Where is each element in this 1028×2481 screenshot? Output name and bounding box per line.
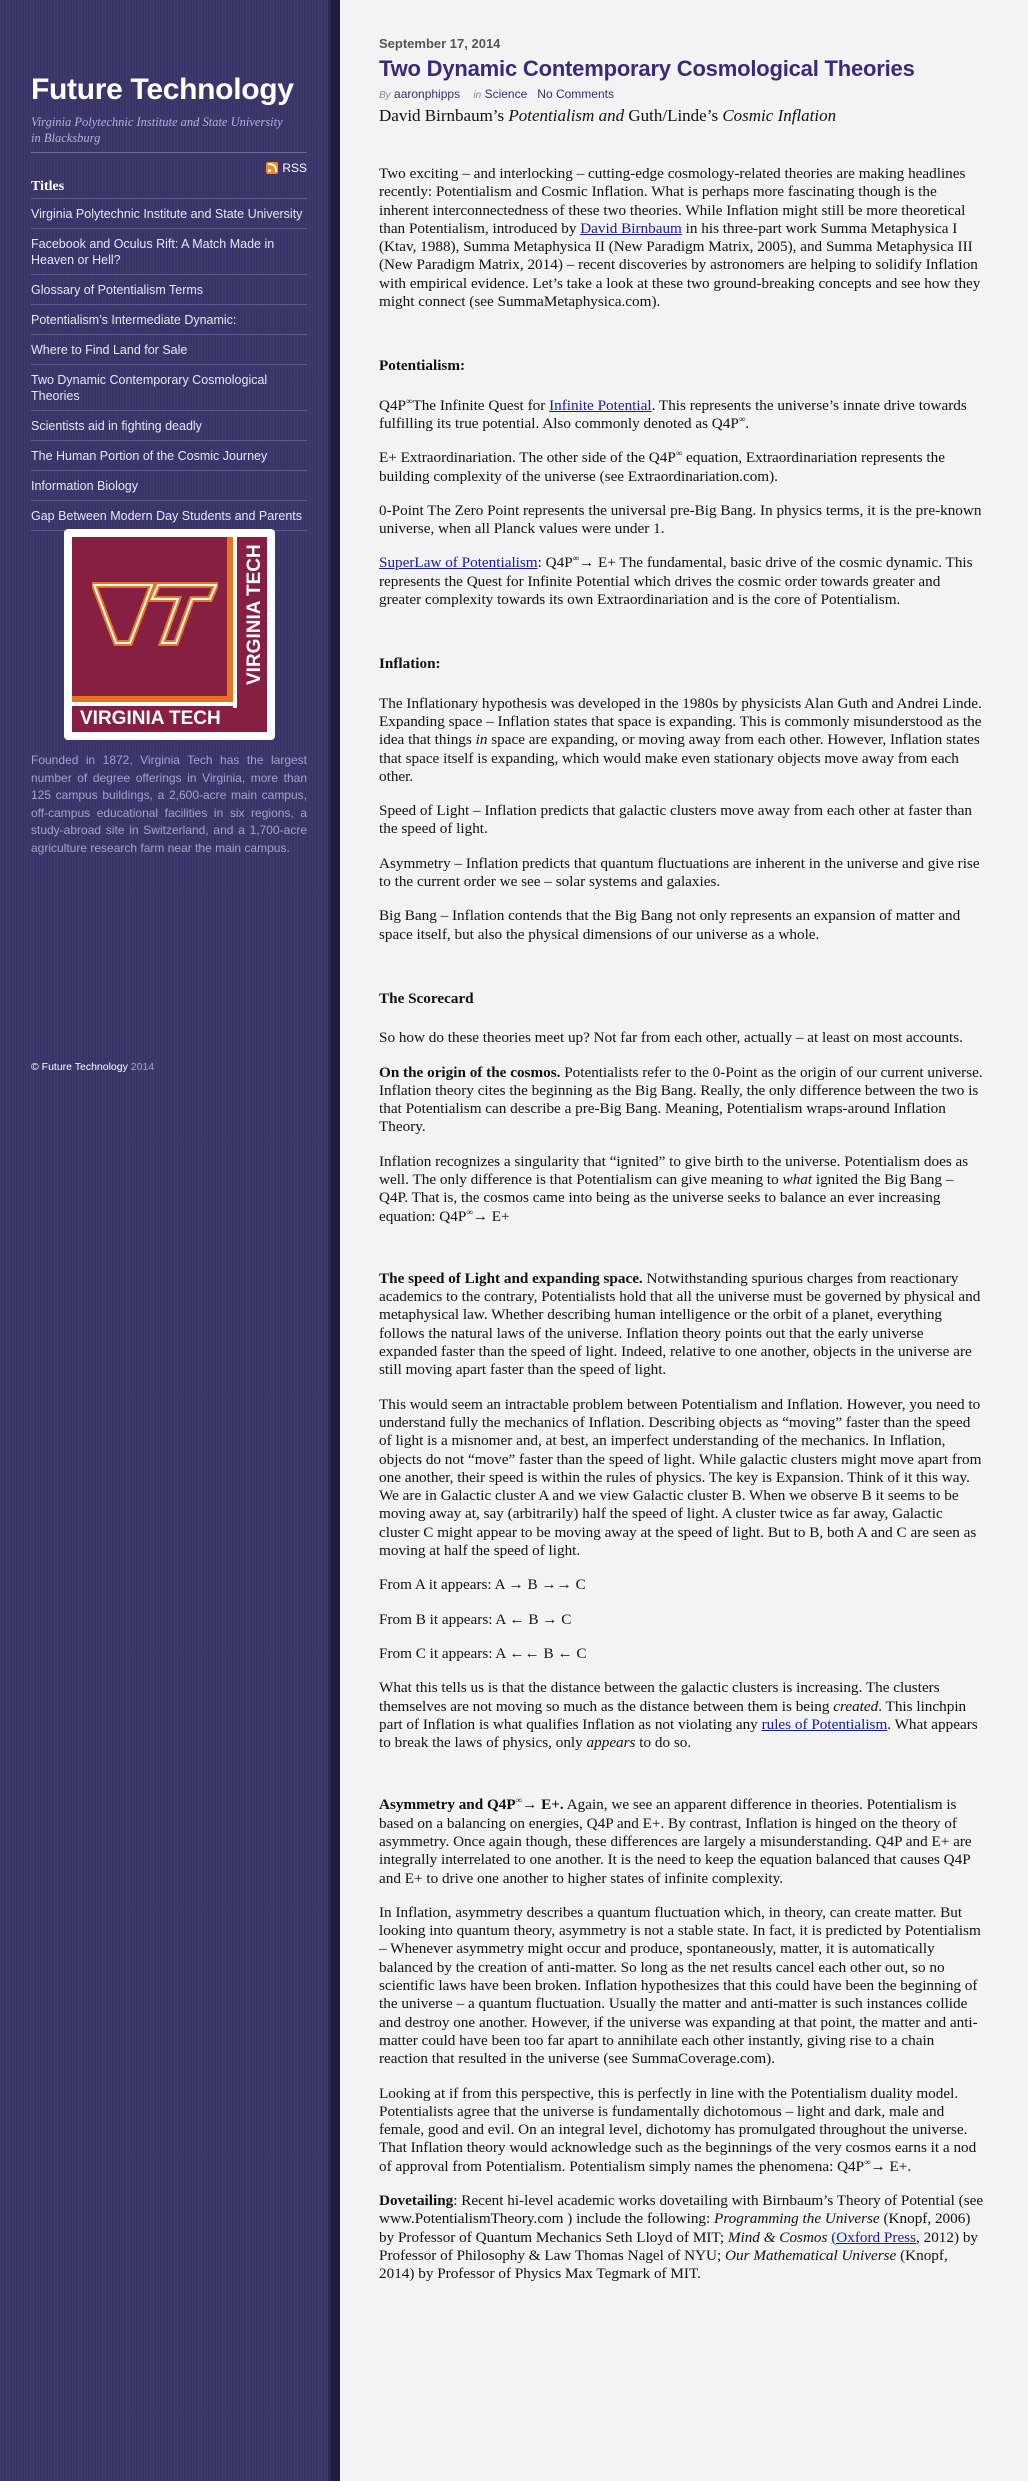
sidebar-title-link[interactable]: Where to Find Land for Sale	[31, 334, 307, 364]
subtitle-part: Potentialism and	[508, 106, 625, 125]
text: created	[833, 1697, 879, 1715]
paragraph: 0-Point The Zero Point represents the universal pre-Big Bang. In physics terms, it is the pre-known universe, when all Planck values were under 1.	[379, 501, 982, 538]
copyright	[31, 1061, 154, 1073]
post-date: September 17, 2014	[379, 36, 501, 51]
infinity-sup: ∞	[572, 553, 580, 564]
paragraph: This would seem an intractable problem between Potentialism and Inflation. However, you need to understand fully the mechanics of Inflation. Describing objects as “moving” faster than the speed of light is a misnomer and, at best, an imperfect understanding of the mechanics. In Inflation, objects do not “move” faster than the speed of light. While galactic clusters might move apart from one another, their speed is within the rules of physics. The key is Expansion. Think of it this way. We are in Galactic cluster A and we view Galactic cluster B. When we observe B it seems to be moving away at, say (arbitrarily) half the speed of light. A cluster twice as far away, Galactic cluster C might appear to be moving away at the speed of light. But to B, both A and C are seen as moving at half the speed of light.	[379, 1395, 982, 1560]
text: E+ Extraordinariation. The other side of the Q4P	[379, 449, 676, 467]
text: .	[745, 414, 750, 432]
post-meta	[379, 87, 984, 101]
paragraph: So how do these theories meet up? Not far from each other, actually – at least on most accounts.	[379, 1029, 963, 1047]
sidebar-title-link[interactable]: Glossary of Potentialism Terms	[31, 274, 307, 304]
text: in	[475, 731, 488, 749]
paragraph	[379, 695, 984, 786]
text: Asymmetry and Q4P	[379, 1796, 516, 1814]
text: appears	[586, 1734, 636, 1752]
paragraph	[379, 449, 984, 486]
paragraph: From B it appears: A ← B → C	[379, 1610, 572, 1628]
sidebar-title-link[interactable]: Information Biology	[31, 470, 307, 500]
infinity-sup: ∞	[738, 413, 746, 424]
copyright-year: 2014	[130, 1061, 155, 1073]
sidebar-title-link[interactable]: Two Dynamic Contemporary Cosmological Theories	[31, 364, 307, 410]
text: . What appears to break the laws of physics, only	[379, 1715, 978, 1752]
text: . This linchpin part of Inflation is what qualifies Inflation as not violating any	[379, 1697, 967, 1733]
titles-list	[31, 198, 307, 531]
infinity-sup: ∞	[466, 1206, 473, 1217]
logo-stripe	[233, 537, 237, 708]
main-content	[379, 36, 984, 2300]
paragraph	[379, 554, 984, 609]
category-link[interactable]: Science	[484, 87, 528, 101]
paragraph: Big Bang – Inflation contends that the Big Bang not only represents an expansion of matter and space itself, but also the physical dimensions of our universe as a whole.	[379, 907, 961, 943]
text: Q4P	[379, 396, 407, 414]
paragraph	[379, 1679, 984, 1752]
text: , 2012) by Professor of Philosophy & Law Thomas Nagel of NYU;	[379, 2228, 979, 2264]
text: The Inflationary hypothesis was developed in the 1980s by physicists Alan Guth and Andrei Linde. Expanding space – Inflation states that space is expanding. This is commonly misunderstood as the idea that things	[379, 694, 982, 749]
text	[379, 1796, 564, 1813]
site-title[interactable]: Future Technology	[31, 73, 294, 106]
infinity-sup: ∞	[864, 2156, 871, 2167]
text: → E+ The fundamental, basic drive of the cosmic dynamic. This represents the Quest for Infinite Potential which drives the cosmic order towards greater and greater complexity towards its own Extraordinariation and is the core of Potentialism.	[379, 554, 973, 609]
rss-link[interactable]	[266, 161, 307, 175]
text: Looking at if from this perspective, this is perfectly in line with the Potentialism duality model. Potentialists agree that the universe is fundamentally dichotomous – light and dark, male and female, good and evil. On an integral level, dichotomy has promulgated throughout the universe. That Inflation theory would acknowledge such as the beginnings of the very cosmos earns it a nod of approval from Potentialism. Potentialism simply names the phenomena: Q4P	[379, 2084, 977, 2175]
paragraph	[379, 397, 984, 434]
paragraph: In Inflation, asymmetry describes a quantum fluctuation which, in theory, can create matter. But looking into quantum theory, asymmetry is not a stable state. In fact, it is predicted by Potentialism – Whenever asymmetry might occur and produce, spontaneously, matter, it is automatically balanced by the creation of anti-matter. So long as the net results cancel each other out, so no scientific laws have been broken. Inflation hypothesizes that this could have been the beginning of the universe – a quantum fluctuation. Usually the matter and anti-matter is such instances collide and destroy one another. However, if the universe was expanding at that point, the matter and anti-matter could have been too far apart to annihilate each other instantly, giving rise to a chain reaction that resulted in the universe (see SummaCoverage.com).	[379, 1903, 981, 2068]
oxford-press-link[interactable]: (Oxford Press	[831, 2228, 917, 2246]
logo-stripe	[72, 702, 237, 706]
text: Dovetailing	[379, 2192, 454, 2210]
text: ignited the Big Bang – Q4P. That is, the cosmos came into being as the universe seeks to balance an ever increasing equation: Q4P	[379, 1170, 954, 1225]
text: What this tells us is that the distance between the galactic clusters is increasing. The clusters themselves are not moving so much as the distance between them is being	[379, 1679, 940, 1715]
text: Potentialists refer to the 0-Point as the origin of our current universe. Inflation theory cites the beginning as the Big Bang. Really, the only difference between the two is that Potentialism can describe a pre-Big Bang. Meaning, Potentialism wraps-around Inflation Theory.	[379, 1063, 983, 1136]
paragraph: Asymmetry – Inflation predicts that quantum fluctuations are inherent in the universe and give rise to the current order we see – solar systems and galaxies.	[379, 854, 980, 891]
paragraph: From C it appears: A ←← B ← C	[379, 1644, 587, 1662]
text: → E+.	[522, 1796, 564, 1814]
sidebar-title-link[interactable]: Scientists aid in fighting deadly	[31, 410, 307, 440]
text: (Knopf, 2014) by Professor of Physics Max Tegmark of MIT.	[379, 2246, 948, 2283]
subtitle-part: Guth/Linde’s	[624, 106, 723, 125]
text: what	[782, 1170, 813, 1188]
text: Our Mathematical Universe	[725, 2246, 897, 2264]
logo-wordmark-vertical: VIRGINIA TECH	[244, 544, 265, 685]
sidebar-edge	[328, 0, 340, 2481]
titles-heading: Titles	[31, 179, 65, 194]
subtitle-part: Cosmic Inflation	[722, 106, 837, 125]
paragraph	[379, 1270, 984, 1380]
divider	[31, 152, 307, 153]
sidebar-title-link[interactable]: Virginia Polytechnic Institute and State University	[31, 198, 307, 228]
paragraph	[379, 2085, 984, 2176]
post-title[interactable]: Two Dynamic Contemporary Cosmological Theories	[379, 56, 915, 81]
text: equation, Extraordinariation represents the building complexity of the universe (see Extraordinariation.com).	[379, 449, 945, 485]
article-body	[379, 165, 984, 2284]
rules-of-potentialism-link[interactable]: rules of Potentialism	[761, 1715, 888, 1733]
text: : Q4P	[537, 554, 573, 572]
infinity-sup: ∞	[406, 395, 413, 406]
superlaw-link[interactable]: SuperLaw of Potentialism	[379, 554, 538, 572]
text: The speed of Light and expanding space.	[379, 1269, 643, 1287]
copyright-name[interactable]: © Future Technology	[31, 1061, 128, 1073]
sidebar-title-link[interactable]: Potentialism’s Intermediate Dynamic:	[31, 304, 307, 334]
text: Programming the Universe	[714, 2210, 880, 2228]
author-birnbaum-link[interactable]: David Birnbaum	[580, 219, 682, 237]
text: : Recent hi-level academic works dovetailing with Birnbaum’s Theory of Potential (see www.PotentialismTheory.com ) include the following:	[379, 2192, 984, 2228]
virginia-tech-logo	[64, 529, 275, 740]
section-heading: The Scorecard	[379, 989, 474, 1007]
comments-link[interactable]: No Comments	[537, 87, 614, 101]
paragraph: From A it appears: A → B →→ C	[379, 1576, 586, 1594]
text: in his three-part work Summa Metaphysica I (Ktav, 1988), Summa Metaphysica II (New Paradigm Matrix, 2005), and Summa Metaphysica III (New Paradigm Matrix, 2014) – recent discoveries by astronomers are helping to solidify Inflation with empirical evidence. Let’s take a look at these two ground-breaking concepts and see how they might connect (see SummaMetaphysica.com).	[379, 219, 981, 311]
sidebar-title-link[interactable]: Facebook and Oculus Rift: A Match Made in Heaven or Hell?	[31, 228, 307, 274]
paragraph: Speed of Light – Inflation predicts that galactic clusters move away from each other at faster than the speed of light.	[379, 802, 972, 838]
sidebar-title-link[interactable]: The Human Portion of the Cosmic Journey	[31, 440, 307, 470]
paragraph	[379, 165, 984, 311]
text: → E+	[472, 1207, 510, 1225]
text: On the origin of the cosmos.	[379, 1063, 561, 1081]
text: Mind & Cosmos	[727, 2228, 828, 2246]
text: space are expanding, or moving away from each other. However, Inflation states that space itself is expanding, which would make even stationary objects move away from each other.	[379, 731, 980, 785]
rss-icon	[266, 162, 278, 174]
subtitle-part: David Birnbaum’s	[379, 106, 509, 125]
section-heading: Inflation:	[379, 655, 441, 673]
text: . This represents the universe’s innate drive towards fulfilling its true potential. Also commonly denoted as Q4P	[379, 396, 967, 432]
infinity-sup: ∞	[675, 448, 683, 459]
text: The Infinite Quest for	[412, 396, 550, 414]
paragraph	[379, 1064, 984, 1137]
vt-mark-icon	[92, 581, 218, 647]
section-heading: Potentialism:	[379, 357, 466, 375]
sidebar	[0, 0, 328, 2481]
text: (Knopf, 2006) by Professor of Quantum Mechanics Seth Lloyd of MIT;	[379, 2210, 971, 2246]
text: Notwithstanding spurious charges from reactionary academics to the contrary, Potentialists hold that all the universe must be governed by physical and metaphysical law. Whether describing human intelligence or the orbit of a planet, everything follows the natural laws of the universe. Inflation theory points out that the early universe expanded faster than the speed of light. Indeed, relative to one another, objects in the universe are still moving apart faster than the speed of light.	[379, 1269, 981, 1379]
rss-label: RSS	[282, 161, 307, 175]
in-label: in	[473, 90, 482, 101]
paragraph	[379, 1796, 984, 1887]
infinite-potential-link[interactable]: Infinite Potential	[549, 396, 652, 414]
text: Two exciting – and interlocking – cutting-edge cosmology-related theories are making headlines recently: Potentialism and Cosmic Inflation. What is perhaps more fascinating though is the inherent interconnectedness of these two theories. While Inflation might still be more theoretical than Potentialism, introduced by	[379, 165, 966, 237]
text: Again, we see an apparent difference in theories. Potentialism is based on a balancing on energies, Q4P and E+. By contrast, Inflation is hinged on the theory of asymmetry. Once again though, these differences are largely a misunderstanding. Q4P and E+ are integrally interrelated to one another. It is the need to keep the equation balanced that causes Q4P and E+ to drive one another to higher states of infinite complexity.	[379, 1796, 972, 1887]
author-link[interactable]: aaronphipps	[394, 87, 461, 101]
sidebar-title-link[interactable]: Gap Between Modern Day Students and Parents	[31, 500, 307, 531]
text: → E+.	[870, 2157, 912, 2175]
logo-wordmark: VIRGINIA TECH	[80, 708, 221, 729]
site-tagline: Virginia Polytechnic Institute and State University in Blacksburg	[31, 115, 283, 145]
by-label: By	[379, 90, 391, 101]
text: Inflation recognizes a singularity that “ignited” to give birth to the universe. Potentialism does as well. The only difference is that Potentialism can give meaning to	[379, 1152, 969, 1188]
logo-field	[72, 537, 267, 732]
post-subtitle	[379, 106, 984, 126]
paragraph	[379, 1153, 984, 1226]
sidebar-about-text: Founded in 1872, Virginia Tech has the largest number of degree offerings in Virginia, more than 125 campus buildings, a 2,600-acre main campus, off-campus educational facilities in six regions, a study-abroad site in Switzerland, and a 1,700-acre agriculture research farm near the main campus.	[31, 753, 307, 855]
text: to do so.	[635, 1734, 692, 1752]
infinity-sup: ∞	[515, 1795, 523, 1806]
paragraph	[379, 2192, 984, 2283]
